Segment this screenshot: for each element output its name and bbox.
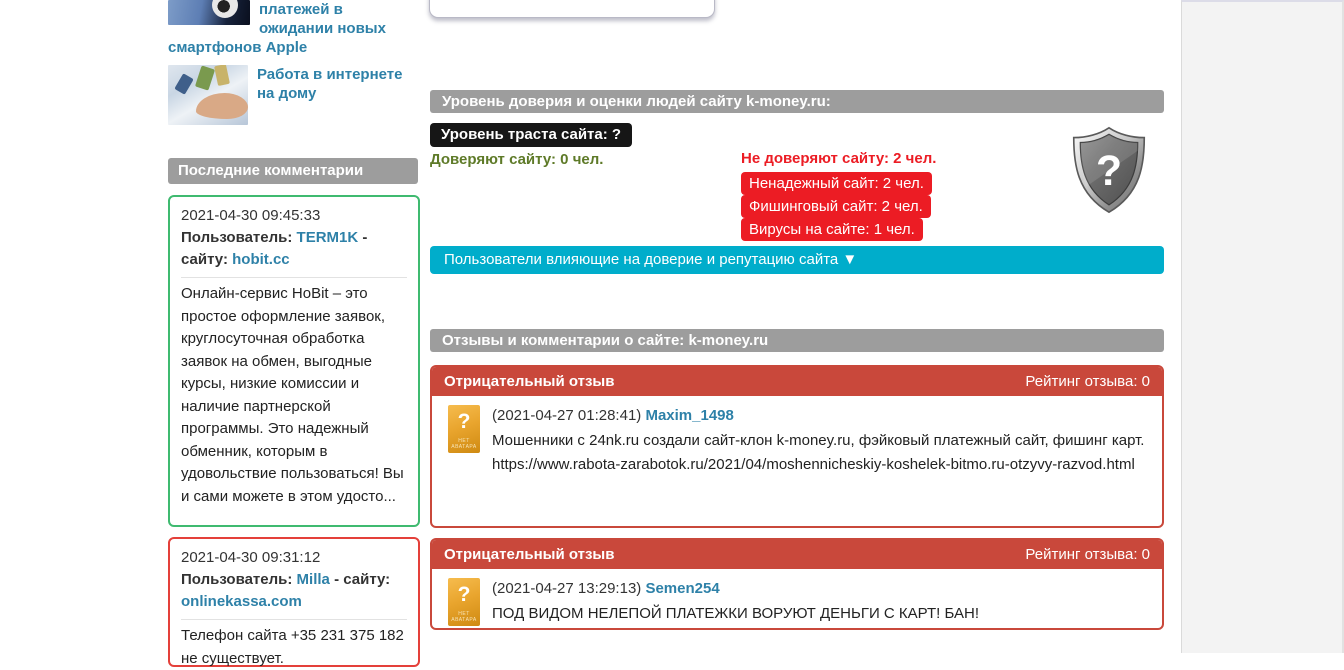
username-link[interactable]: TERM1K [296,229,359,246]
divider [181,277,407,278]
question-glyph: ? [457,583,471,606]
svg-text:?: ? [1095,147,1123,196]
comment-date: 2021-04-30 09:45:33 [181,207,321,224]
latest-comments-header: Последние комментарии [168,158,418,184]
review-url: https://www.rabota-zarabotok.ru/2021/04/moshennicheskiy-koshelek-bitmo.ru-otzyvy-razvod.html [492,456,1135,473]
trust-positive-count: Доверяют сайту: 0 чел. [430,151,604,168]
money-icon [195,65,215,90]
hand-icon [196,93,248,119]
comment-user-line [181,569,407,613]
phishing-site-badge: Фишинговый сайт: 2 чел. [741,195,931,218]
site-link[interactable]: onlinekassa.com [181,593,302,610]
article-link-apple[interactable]: платежей в ожидании новых смартфонов Apple [168,1,386,56]
site-label: - сайту: [181,229,368,268]
trust-negative-count: Не доверяют сайту: 2 чел. [741,150,937,167]
user-label: Пользователь: [181,571,293,588]
review-username-link[interactable]: Maxim_1498 [645,407,734,424]
review-type-label: Отрицательный отзыв [444,546,615,563]
article-link-work[interactable]: Работа в интернете на дому [257,66,403,102]
comment-user-line [181,227,407,271]
question-glyph: ? [457,410,471,433]
reviews-section-header: Отзывы и комментарии о сайте: k-money.ru [430,329,1164,352]
review-text: Мошенники с 24nk.ru создали сайт-клон k-money.ru, фэйковый платежный сайт, фишинг карт. [492,432,1145,449]
review-meta [448,403,1148,429]
review-date: (2021-04-27 13:29:13) [492,580,642,597]
review-body [432,569,1162,630]
negative-badges-list [741,172,932,241]
right-background-panel [1181,0,1344,653]
money-icon [174,73,193,95]
camera-lens-icon [212,0,238,18]
review-card [430,365,1164,528]
unreliable-site-badge: Ненадежный сайт: 2 чел. [741,172,932,195]
review-rating: Рейтинг отзыва: 0 [1025,546,1150,563]
review-date: (2021-04-27 01:28:41) [492,407,642,424]
no-avatar-icon [448,578,480,626]
users-influence-toggle[interactable]: Пользователи влияющие на доверие и репутацию сайта ▼ [430,246,1164,274]
comment-text: Телефон сайта +35 231 375 182 не существует. [181,627,404,667]
divider [181,619,407,620]
trust-section-header: Уровень доверия и оценки людей сайту k-money.ru: [430,90,1164,113]
site-link[interactable]: hobit.cc [232,251,290,268]
comment-text: Онлайн-сервис HoBit – это простое оформление заявок, круглосуточная обработка заявок на обмен, выгодные курсы, низкие комиссии и наличие партнерской программы. Это надежный обменник, которым в удовольствие пользоваться! Вы и сами можете в этом удосто... [181,285,404,505]
review-header [432,367,1162,396]
avatar-caption: НЕТ АВАТАРА [451,438,477,450]
trust-level-badge: Уровень траста сайта: ? [430,123,632,147]
review-card [430,538,1164,630]
site-label: - сайту: [334,571,391,588]
sidebar-article-work[interactable] [168,65,420,125]
search-input[interactable] [429,0,715,18]
review-rating: Рейтинг отзыва: 0 [1025,373,1150,390]
review-header [432,540,1162,569]
viruses-site-badge: Вирусы на сайте: 1 чел. [741,218,923,241]
avatar-caption: НЕТ АВАТАРА [451,611,477,623]
article-thumbnail-work[interactable] [168,65,248,125]
review-username-link[interactable]: Semen254 [645,580,720,597]
comment-date: 2021-04-30 09:31:12 [181,549,321,566]
review-body [432,396,1162,483]
no-avatar-icon [448,405,480,453]
sidebar-article-apple[interactable] [168,0,420,57]
question-shield-icon [1068,126,1150,214]
comment-card [168,195,420,527]
review-text: ПОД ВИДОМ НЕЛЕПОЙ ПЛАТЕЖКИ ВОРУЮТ ДЕНЬГИ С КАРТ! БАН! [492,605,979,622]
money-icon [214,65,230,86]
username-link[interactable]: Milla [296,571,330,588]
article-thumbnail-apple[interactable] [168,0,250,25]
review-type-label: Отрицательный отзыв [444,373,615,390]
review-meta [448,576,1148,602]
user-label: Пользователь: [181,229,293,246]
comment-card [168,537,420,667]
